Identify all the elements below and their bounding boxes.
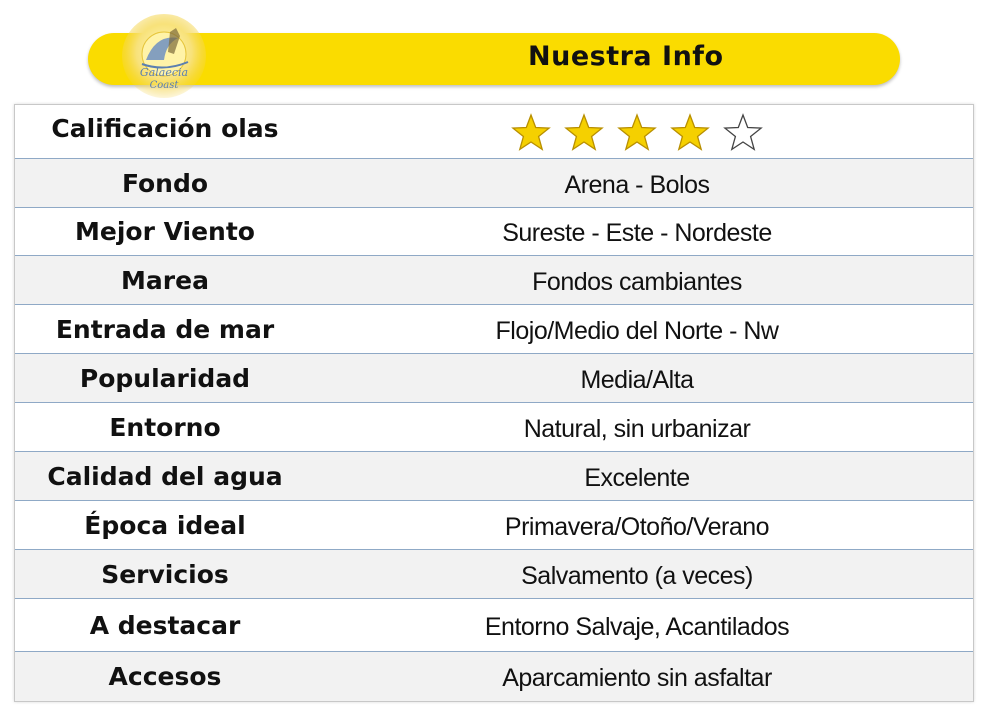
row-value: Aparcamiento sin asfaltar [502, 664, 772, 692]
row-value: Entorno Salvaje, Acantilados [484, 613, 790, 641]
row-value: Flojo/Medio del Norte - Nw [495, 317, 779, 345]
table-row [15, 452, 973, 501]
table-row [15, 403, 973, 452]
logo-text-line1: Galaecia [139, 66, 189, 79]
star-filled-icon [617, 113, 657, 153]
info-table [14, 104, 974, 702]
row-label: A destacar [89, 611, 241, 640]
row-value: Sureste - Este - Nordeste [502, 219, 772, 247]
table-row [15, 652, 973, 701]
row-label: Fondo [121, 169, 209, 198]
row-label: Calidad del agua [47, 462, 283, 491]
row-value: Natural, sin urbanizar [523, 415, 751, 443]
table-row [15, 159, 973, 208]
logo-text-line2: Coast [149, 80, 179, 91]
row-label: Época ideal [84, 511, 246, 540]
star-empty-icon [723, 113, 763, 153]
table-row [15, 354, 973, 403]
table-row [15, 550, 973, 599]
table-row [15, 305, 973, 354]
table-row [15, 599, 973, 652]
rating-label: Calificación olas [51, 114, 279, 143]
table-row-rating [15, 105, 973, 159]
star-filled-icon [511, 113, 551, 153]
row-value: Salvamento (a veces) [521, 562, 753, 590]
table-row [15, 208, 973, 256]
row-value: Media/Alta [580, 366, 694, 394]
star-filled-icon [670, 113, 710, 153]
row-label: Marea [121, 266, 209, 295]
row-value: Excelente [584, 464, 690, 492]
galaecia-coast-logo [118, 14, 210, 100]
row-label: Entrada de mar [55, 315, 275, 344]
table-row [15, 256, 973, 305]
wave-rating [511, 113, 776, 157]
table-row [15, 501, 973, 550]
row-value: Primavera/Otoño/Verano [504, 513, 770, 541]
row-label: Accesos [108, 662, 222, 691]
star-filled-icon [564, 113, 604, 153]
row-label: Popularidad [79, 364, 251, 393]
page-title: Nuestra Info [528, 41, 724, 72]
row-value: Arena - Bolos [564, 171, 710, 199]
row-label: Mejor Viento [75, 217, 255, 246]
row-label: Entorno [109, 413, 221, 442]
row-value: Fondos cambiantes [532, 268, 742, 296]
row-label: Servicios [101, 560, 229, 589]
